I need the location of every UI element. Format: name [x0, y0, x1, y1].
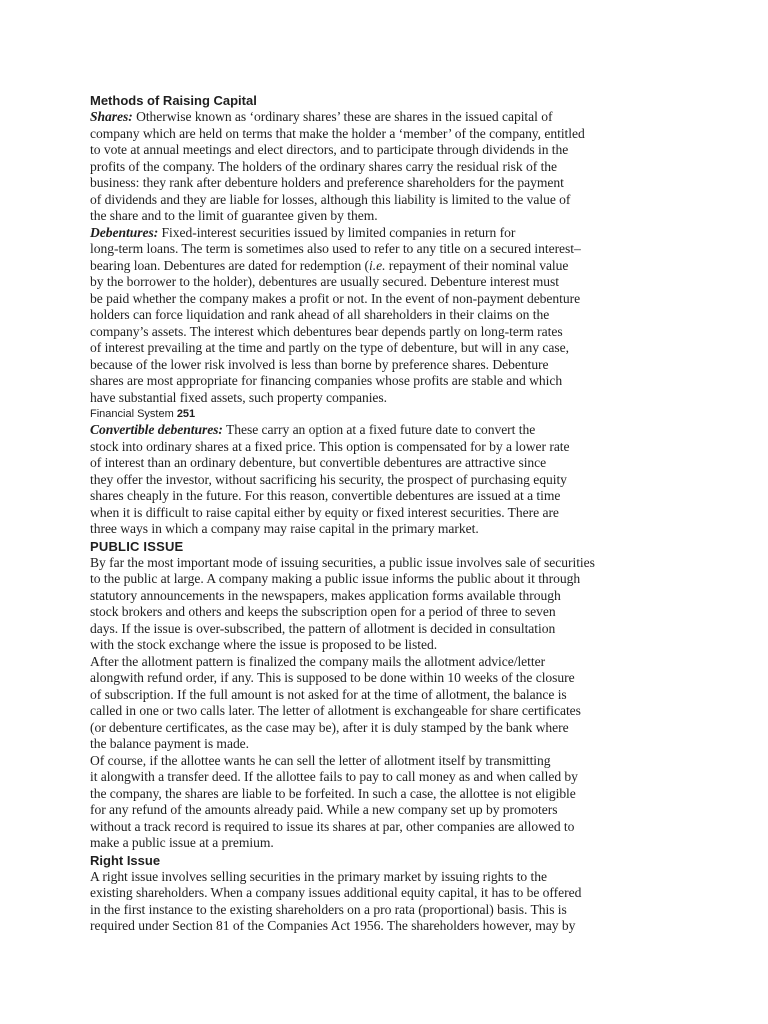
section-title: Methods of Raising Capital [90, 93, 257, 108]
text-line: company’s assets. The interest which debentures bear depends partly on long-term rates [90, 323, 563, 339]
text-line: without a track record is required to issue its shares at par, other companies are allowed to [90, 818, 575, 834]
text-line: the balance payment is made. [90, 736, 250, 751]
text-line: when it is difficult to raise capital either by equity or fixed interest securities. There are [90, 504, 559, 520]
text-span: bearing loan. Debentures are dated for redemption ( [90, 257, 370, 273]
text-line: holders can force liquidation and rank ahead of all shareholders in their claims on the [90, 307, 550, 322]
text-line: company which are held on terms that make the holder a ‘member’ of the company, entitled [90, 125, 585, 141]
text-line: shares are most appropriate for financing companies whose profits are stable and which [90, 373, 563, 388]
page-footer [90, 407, 620, 421]
text-line: three ways in which a company may raise capital in the primary market. [90, 521, 479, 536]
public-issue-paragraph-2 [90, 654, 620, 753]
convertible-paragraph [90, 422, 620, 538]
shares-paragraph [90, 109, 620, 225]
text-line: to the public at large. A company making a public issue informs the public about it through [90, 571, 581, 586]
text-line: (or debenture certificates, as the case may be), after it is duly stamped by the bank where [90, 719, 569, 735]
text-span: Fixed-interest securities issued by limited companies in return for [158, 224, 516, 240]
text-line: After the allotment pattern is finalized the company mails the allotment advice/letter [90, 653, 546, 669]
public-issue-paragraph-1 [90, 555, 620, 654]
text-line: make a public issue at a premium. [90, 835, 274, 850]
text-line: days. If the issue is over-subscribed, the pattern of allotment is decided in consultation [90, 620, 556, 636]
text-line: for any refund of the amounts already paid. While a new company set up by promoters [90, 802, 558, 817]
text-line: stock into ordinary shares at a fixed price. This option is compensated for by a lower rate [90, 438, 570, 454]
text-line: A right issue involves selling securities in the primary market by issuing rights to the [90, 868, 547, 884]
text-line: because of the lower risk involved is less than borne by preference shares. Debenture [90, 356, 549, 372]
text-line: they offer the investor, without sacrificing his security, the prospect of purchasing equity [90, 471, 567, 487]
text-line: shares cheaply in the future. For this reason, convertible debentures are issued at a time [90, 488, 561, 503]
text-line [90, 225, 620, 242]
text-line: business: they rank after debenture holders and preference shareholders for the payment [90, 175, 564, 190]
text-line: the share and to the limit of guarantee given by them. [90, 208, 378, 223]
text-line: long-term loans. The term is sometimes also used to refer to any title on a secured interest– [90, 241, 581, 256]
right-issue-paragraph [90, 869, 620, 935]
public-issue-heading: PUBLIC ISSUE [90, 538, 184, 554]
text-line: Of course, if the allottee wants he can sell the letter of allotment itself by transmitting [90, 752, 551, 768]
text-line: existing shareholders. When a company issues additional equity capital, it has to be offered [90, 885, 582, 900]
text-line [90, 109, 620, 126]
text-line: the company, the shares are liable to be forfeited. In such a case, the allottee is not eligible [90, 785, 576, 801]
text-line [90, 258, 620, 275]
text-line: alongwith refund order, if any. This is supposed to be done within 10 weeks of the closure [90, 670, 575, 685]
text-line: stock brokers and others and keeps the subscription open for a period of three to seven [90, 604, 556, 619]
text-line: of interest than an ordinary debenture, but convertible debentures are attractive since [90, 455, 547, 470]
right-issue-heading: Right Issue [90, 852, 161, 868]
text-line: in the first instance to the existing shareholders on a pro rata (proportional) basis. This is [90, 901, 567, 917]
text-line: of interest prevailing at the time and partly on the type of debenture, but will in any case, [90, 340, 569, 355]
text-span: repayment of their nominal value [385, 257, 569, 273]
text-line: By far the most important mode of issuing securities, a public issue involves sale of securities [90, 554, 595, 570]
text-line: with the stock exchange where the issue is proposed to be listed. [90, 637, 438, 652]
text-line: of dividends and they are liable for losses, although this liability is limited to the value of [90, 191, 571, 207]
footer-label: Financial System [90, 408, 177, 420]
term-label: Debentures: [90, 224, 159, 240]
text-line: it alongwith a transfer deed. If the allottee fails to pay to call money as and when called by [90, 769, 578, 784]
text-line: called in one or two calls later. The letter of allotment is exchangeable for share certificates [90, 703, 581, 718]
term-label: Convertible debentures: [90, 422, 223, 437]
public-issue-paragraph-3 [90, 753, 620, 852]
text-line: of subscription. If the full amount is not asked for at the time of allotment, the balance is [90, 686, 567, 702]
text-line: to vote at annual meetings and elect directors, and to participate through dividends in the [90, 142, 569, 157]
debentures-paragraph [90, 225, 620, 407]
text-line: profits of the company. The holders of the ordinary shares carry the residual risk of the [90, 158, 558, 174]
text-line: statutory announcements in the newspapers, makes application forms available through [90, 587, 561, 603]
term-label: Shares: [90, 109, 133, 124]
text-span: Otherwise known as ‘ordinary shares’ these are shares in the issued capital of [132, 109, 553, 124]
italic-abbreviation: i.e. [369, 257, 386, 273]
text-line: by the borrower to the holder), debentures are usually secured. Debenture interest must [90, 274, 560, 289]
text-line: required under Section 81 of the Companies Act 1956. The shareholders however, may by [90, 918, 576, 933]
text-line [90, 422, 620, 439]
text-line: have substantial fixed assets, such property companies. [90, 389, 387, 405]
document-body [90, 92, 620, 935]
text-span: These carry an option at a fixed future date to convert the [222, 422, 536, 437]
page-number: 251 [176, 408, 196, 420]
text-line: be paid whether the company makes a profit or not. In the event of non-payment debenture [90, 290, 581, 306]
